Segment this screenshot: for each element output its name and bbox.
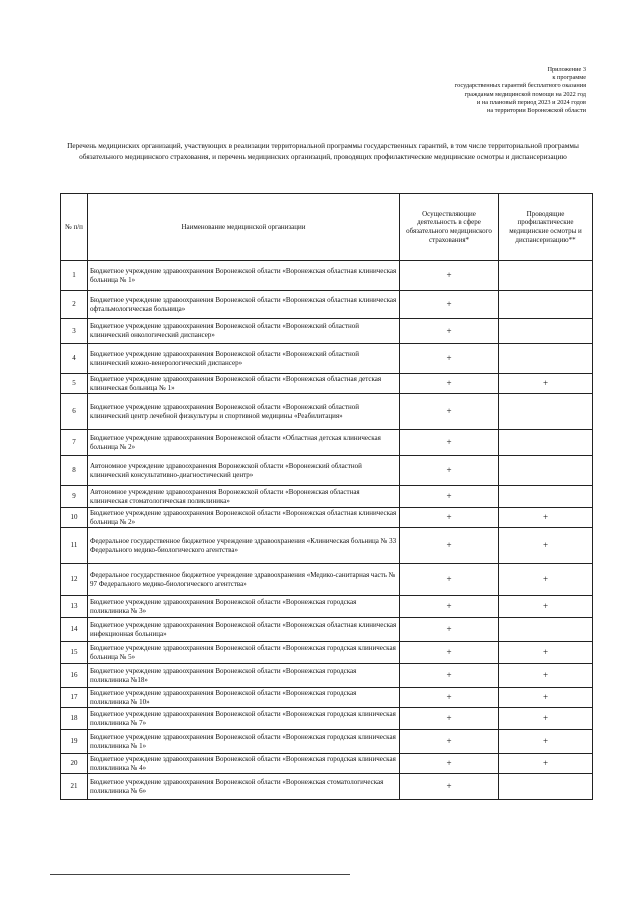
oms-mark: + [400,430,499,456]
oms-mark: + [400,774,499,800]
appendix-block [336,66,586,115]
row-number: 3 [61,319,88,344]
table-row [61,730,593,754]
organization-name: Бюджетное учреждение здравоохранения Воронежской области «Воронежская городская клиническая поликлиника № 7» [88,708,400,730]
row-number: 8 [61,456,88,486]
prof-mark [499,394,593,430]
row-number: 16 [61,664,88,688]
prof-mark [499,430,593,456]
organization-name: Бюджетное учреждение здравоохранения Воронежской области «Воронежский областной клинический онкологический диспансер» [88,319,400,344]
table-row [61,394,593,430]
oms-mark: + [400,394,499,430]
row-number: 21 [61,774,88,800]
table-row [61,344,593,374]
table-row [61,508,593,528]
oms-mark: + [400,730,499,754]
organization-name: Бюджетное учреждение здравоохранения Воронежской области «Воронежская городская поликлиника №18» [88,664,400,688]
row-number: 13 [61,596,88,618]
prof-mark [499,456,593,486]
oms-mark: + [400,642,499,664]
prof-mark [499,618,593,642]
table-row [61,774,593,800]
oms-mark: + [400,528,499,564]
organization-name: Автономное учреждение здравоохранения Воронежской области «Воронежский областной клинический консультативно-диагностический центр» [88,456,400,486]
oms-mark: + [400,618,499,642]
prof-mark: + [499,508,593,528]
organization-name: Бюджетное учреждение здравоохранения Воронежской области «Воронежская стоматологическая поликлиника № 6» [88,774,400,800]
oms-mark: + [400,291,499,319]
organization-name: Бюджетное учреждение здравоохранения Воронежской области «Областная детская клиническая больница № 2» [88,430,400,456]
row-number: 14 [61,618,88,642]
header-oms: Осуществляющие деятельность в сфере обязательного медицинского страхования* [400,194,499,261]
appendix-line: на территории Воронежской области [487,107,586,115]
oms-mark: + [400,688,499,708]
prof-mark [499,486,593,508]
appendix-line: и на плановый период 2023 и 2024 годов [476,98,586,106]
organization-name: Бюджетное учреждение здравоохранения Воронежской области «Воронежская областная клиническая офтальмологическая больница» [88,291,400,319]
organization-name: Бюджетное учреждение здравоохранения Воронежской области «Воронежская областная клиническая больница № 2» [88,508,400,528]
prof-mark [499,261,593,291]
document-title: Перечень медицинских организаций, участвующих в реализации территориальной программы государственных гарантий, в том числе территориальной программы обязательного медицинского страхования, и перечень медицинских организаций, проводящих профилактические медицинские осмотры и диспансеризацию [67,141,579,162]
footnote-divider [50,874,350,875]
table-row [61,754,593,774]
appendix-line: к программе [552,74,586,82]
table-row [61,708,593,730]
organization-name: Бюджетное учреждение здравоохранения Воронежской области «Воронежская городская клиническая поликлиника № 4» [88,754,400,774]
row-number: 15 [61,642,88,664]
appendix-line: государственных гарантий бесплатного оказания [454,82,586,90]
oms-mark: + [400,564,499,596]
table-row [61,596,593,618]
table-row [61,618,593,642]
oms-mark: + [400,374,499,394]
prof-mark: + [499,730,593,754]
row-number: 7 [61,430,88,456]
row-number: 6 [61,394,88,430]
prof-mark: + [499,688,593,708]
row-number: 19 [61,730,88,754]
organization-name: Бюджетное учреждение здравоохранения Воронежской области «Воронежская областная детская клиническая больница № 1» [88,374,400,394]
prof-mark [499,291,593,319]
organization-name: Бюджетное учреждение здравоохранения Воронежской области «Воронежская городская клиническая больница № 5» [88,642,400,664]
oms-mark: + [400,596,499,618]
organization-name: Бюджетное учреждение здравоохранения Воронежской области «Воронежская областная клиническая инфекционная больница» [88,618,400,642]
table-row [61,642,593,664]
organization-name: Автономное учреждение здравоохранения Воронежской области «Воронежская областная клиническая стоматологическая поликлиника» [88,486,400,508]
oms-mark: + [400,344,499,374]
prof-mark: + [499,564,593,596]
organization-name: Федеральное государственное бюджетное учреждение здравоохранения «Медико-санитарная часть № 97 Федерального медико-биологического агентства» [88,564,400,596]
header-name: Наименование медицинской организации [88,194,400,261]
table-row [61,319,593,344]
prof-mark: + [499,664,593,688]
row-number: 11 [61,528,88,564]
row-number: 5 [61,374,88,394]
organization-name: Бюджетное учреждение здравоохранения Воронежской области «Воронежская городская клиническая поликлиника № 1» [88,730,400,754]
prof-mark: + [499,708,593,730]
table-row [61,688,593,708]
oms-mark: + [400,664,499,688]
organization-name: Бюджетное учреждение здравоохранения Воронежской области «Воронежский областной клинический центр лечебной физкультуры и спортивной медицины «Реабилитация» [88,394,400,430]
table-row [61,664,593,688]
oms-mark: + [400,508,499,528]
organization-name: Бюджетное учреждение здравоохранения Воронежской области «Воронежский областной клинический кожно-венерологический диспансер» [88,344,400,374]
organization-name: Бюджетное учреждение здравоохранения Воронежской области «Воронежская областная клиническая больница № 1» [88,261,400,291]
table-row [61,430,593,456]
table-row [61,564,593,596]
appendix-line: Приложение 3 [547,66,586,73]
table-row [61,261,593,291]
prof-mark: + [499,528,593,564]
organization-name: Бюджетное учреждение здравоохранения Воронежской области «Воронежская городская поликлиника № 10» [88,688,400,708]
appendix-line: гражданам медицинской помощи на 2022 год [464,90,586,98]
table-body [61,261,593,800]
oms-mark: + [400,319,499,344]
prof-mark: + [499,754,593,774]
row-number: 12 [61,564,88,596]
table-header-row [61,194,593,261]
oms-mark: + [400,708,499,730]
table-row [61,456,593,486]
row-number: 1 [61,261,88,291]
organization-name: Федеральное государственное бюджетное учреждение здравоохранения «Клиническая больница № 33 Федерального медико-биологического агентства» [88,528,400,564]
row-number: 2 [61,291,88,319]
prof-mark: + [499,596,593,618]
header-prof: Проводящие профилактические медицинские осмотры и диспансеризацию** [499,194,593,261]
prof-mark [499,774,593,800]
row-number: 9 [61,486,88,508]
table-row [61,528,593,564]
prof-mark: + [499,374,593,394]
prof-mark: + [499,642,593,664]
prof-mark [499,344,593,374]
organizations-table [60,193,593,800]
oms-mark: + [400,261,499,291]
header-num: № п/п [61,194,88,261]
table-row [61,486,593,508]
table-row [61,374,593,394]
row-number: 17 [61,688,88,708]
row-number: 10 [61,508,88,528]
row-number: 4 [61,344,88,374]
oms-mark: + [400,486,499,508]
organization-name: Бюджетное учреждение здравоохранения Воронежской области «Воронежская городская поликлиника № 3» [88,596,400,618]
oms-mark: + [400,754,499,774]
row-number: 18 [61,708,88,730]
prof-mark [499,319,593,344]
oms-mark: + [400,456,499,486]
table-row [61,291,593,319]
row-number: 20 [61,754,88,774]
